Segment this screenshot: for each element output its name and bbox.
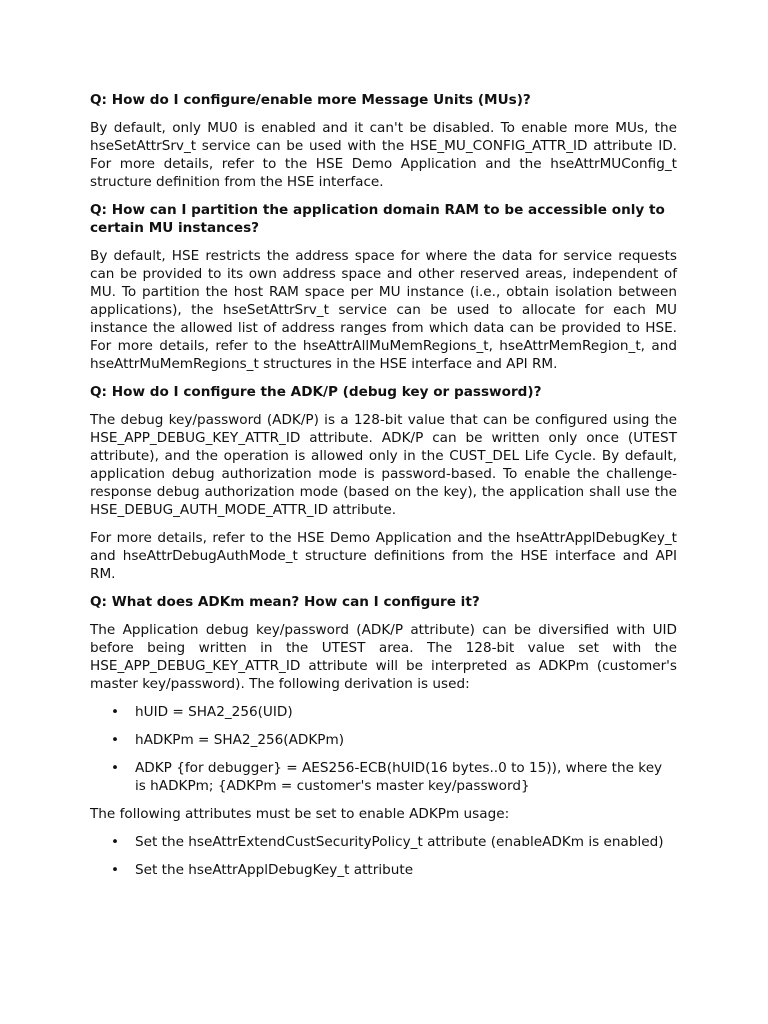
bullet-icon: • [111,862,120,878]
answer-paragraph: The following attributes must be set to enable ADKPm usage: [90,806,510,822]
question-heading: Q: How do I configure/enable more Message Units (MUs)? [90,92,531,108]
document-page [90,91,677,889]
answer-paragraph: For more details, refer to the HSE Demo Application and the hseAttrApplDebugKey_t and hseAttrDebugAuthMode_t structure definitions from the HSE interface and API RM. [90,530,677,582]
answer-paragraph: By default, only MU0 is enabled and it can't be disabled. To enable more MUs, the hseSetAttrSrv_t service can be used with the HSE_MU_CONFIG_ATTR_ID attribute ID. For more details, refer to the HSE Demo Application and the hseAttrMUConfig_t structure definition from the HSE interface. [90,120,677,190]
list-item [90,731,677,749]
bullet-icon: • [111,834,120,850]
attribute-list [90,833,677,879]
question-heading: Q: How do I configure the ADK/P (debug key or password)? [90,384,542,400]
list-item-text: hADKPm = SHA2_256(ADKPm) [135,732,345,748]
list-item-text: Set the hseAttrApplDebugKey_t attribute [135,862,414,878]
list-item [90,861,677,879]
list-item-text: ADKP {for debugger} = AES256-ECB(hUID(16 bytes..0 to 15)), where the key is hADKPm; {ADKPm = customer's master key/password} [135,760,663,794]
list-item [90,759,677,795]
question-heading: Q: How can I partition the application domain RAM to be accessible only to certain MU instances? [90,202,665,236]
derivation-list [90,703,677,795]
list-item [90,833,677,851]
list-item [90,703,677,721]
answer-paragraph: The Application debug key/password (ADK/P attribute) can be diversified with UID before being written in the UTEST area. The 128-bit value set with the HSE_APP_DEBUG_KEY_ATTR_ID attribute will be interpreted as ADKPm (customer's master key/password). The following derivation is used: [90,622,677,692]
bullet-icon: • [111,732,120,748]
answer-paragraph: The debug key/password (ADK/P) is a 128-bit value that can be configured using the HSE_APP_DEBUG_KEY_ATTR_ID attribute. ADK/P can be written only once (UTEST attribute), and the operation is allowed only in the CUST_DEL Life Cycle. By default, application debug authorization mode is password-based. To enable the challenge-response debug authorization mode (based on the key), the application shall use the HSE_DEBUG_AUTH_MODE_ATTR_ID attribute. [90,412,677,518]
bullet-icon: • [111,760,120,776]
answer-paragraph: By default, HSE restricts the address space for where the data for service requests can be provided to its own address space and other reserved areas, independent of MU. To partition the host RAM space per MU instance (i.e., obtain isolation between applications), the hseSetAttrSrv_t service can be used to allocate for each MU instance the allowed list of address ranges from which data can be provided to HSE. For more details, refer to the hseAttrAllMuMemRegions_t, hseAttrMemRegion_t, and hseAttrMuMemRegions_t structures in the HSE interface and API RM. [90,248,677,372]
list-item-text: hUID = SHA2_256(UID) [135,704,293,720]
bullet-icon: • [111,704,120,720]
list-item-text: Set the hseAttrExtendCustSecurityPolicy_t attribute (enableADKm is enabled) [135,834,664,850]
question-heading: Q: What does ADKm mean? How can I configure it? [90,594,480,610]
